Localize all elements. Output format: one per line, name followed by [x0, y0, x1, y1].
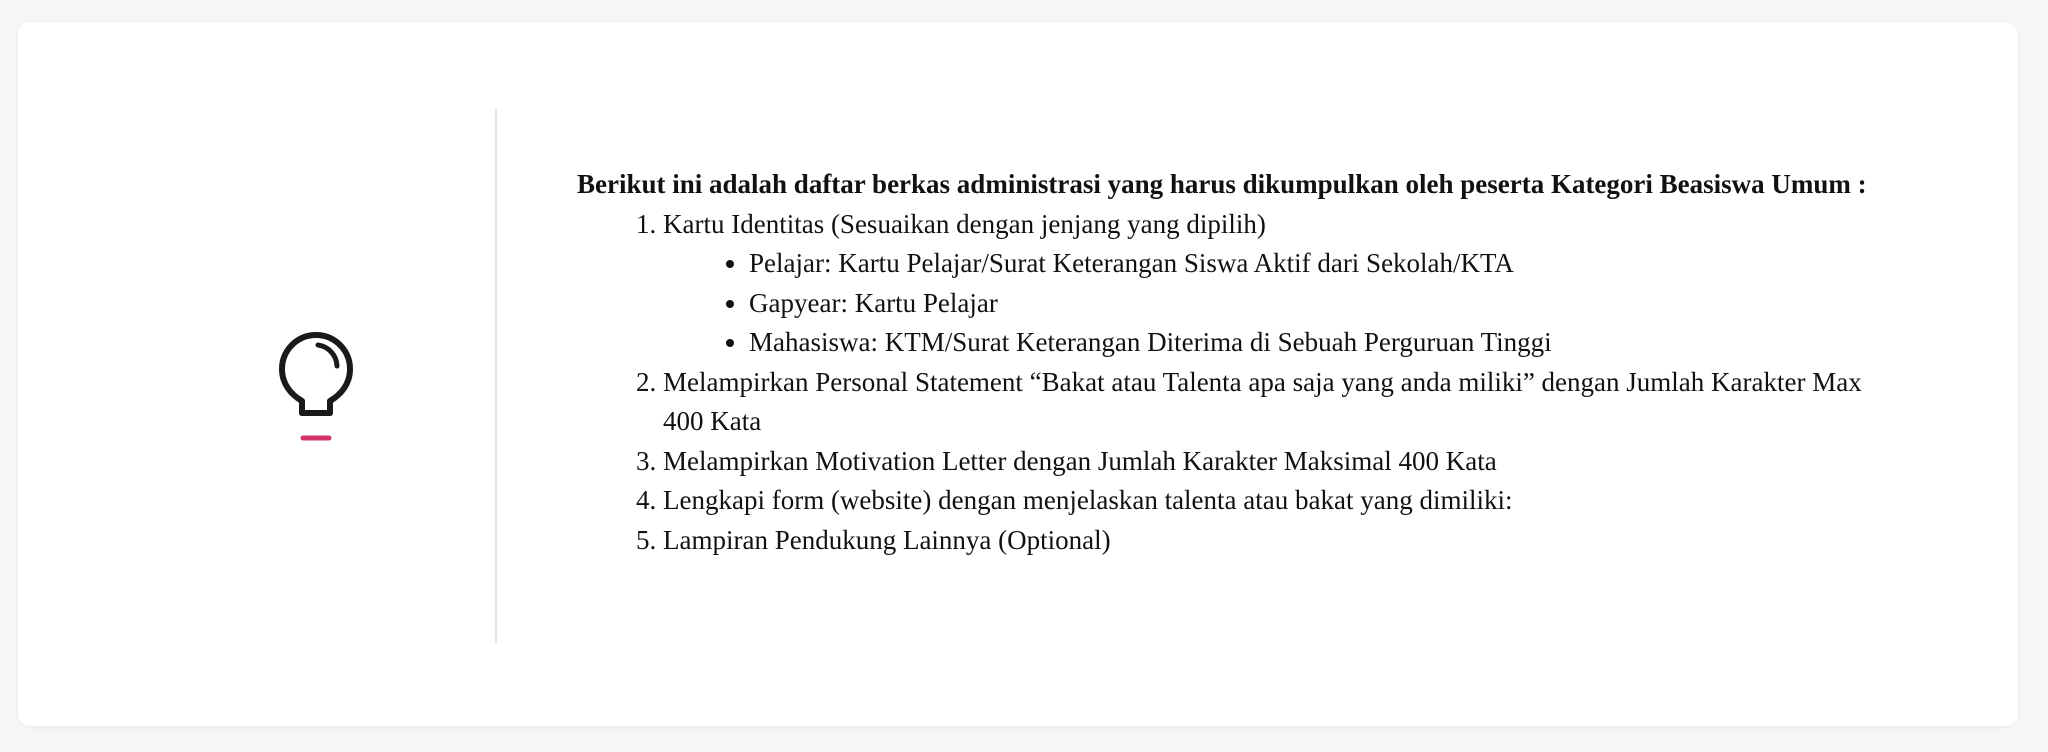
info-card — [18, 22, 2018, 726]
list-item — [663, 363, 1901, 442]
list-item — [663, 205, 1901, 363]
requirements-content — [577, 165, 1901, 560]
list-item-label: Kartu Identitas (Sesuaikan dengan jenjang yang dipilih) — [663, 208, 1266, 239]
list-item-label: Lampiran Pendukung Lainnya (Optional) — [663, 524, 1111, 555]
list-item-label: Melampirkan Motivation Letter dengan Jumlah Karakter Maksimal 400 Kata — [663, 445, 1497, 476]
vertical-divider — [495, 108, 497, 644]
list-item-label: Lengkapi form (website) dengan menjelaskan talenta atau bakat yang dimiliki: — [663, 485, 1513, 515]
sub-list-item: • Gapyear: Kartu Pelajar — [749, 284, 1901, 324]
identity-sub-list — [663, 244, 1901, 363]
list-item — [663, 442, 1901, 482]
sub-list-item: • Mahasiswa: KTM/Surat Keterangan Diterima di Sebuah Perguruan Tinggi — [749, 323, 1901, 363]
requirements-list — [577, 205, 1901, 561]
lightbulb-icon — [262, 326, 372, 446]
icon-panel — [18, 22, 496, 726]
list-item-label: Melampirkan Personal Statement “Bakat atau Talenta apa saja yang anda miliki” dengan Jumlah Karakter Max 400 Kata — [663, 366, 1862, 436]
list-item — [663, 481, 1901, 521]
sub-list-item: • Pelajar: Kartu Pelajar/Surat Keterangan Siswa Aktif dari Sekolah/KTA — [749, 244, 1901, 284]
intro-text: Berikut ini adalah daftar berkas administrasi yang harus dikumpulkan oleh peserta Kategori Beasiswa Umum : — [577, 169, 1867, 199]
list-item — [663, 521, 1901, 561]
